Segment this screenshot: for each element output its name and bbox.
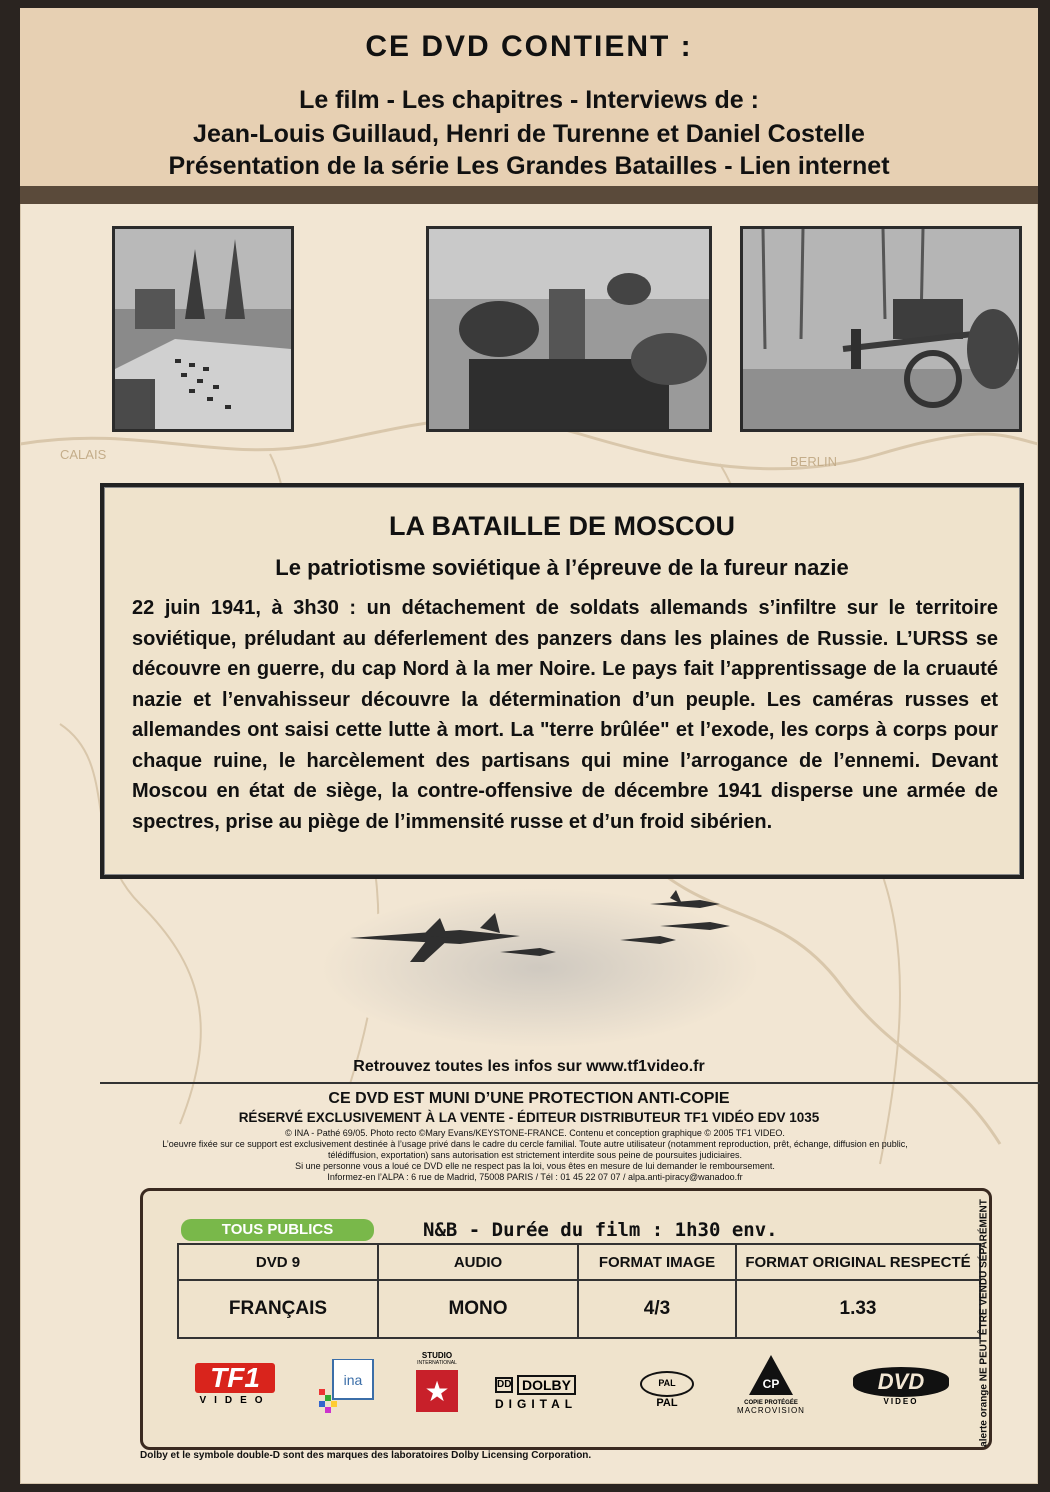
tf1-logo-sub: VIDEO	[199, 1395, 271, 1406]
spec-header-original: FORMAT ORIGINAL RESPECTÉ	[745, 1253, 971, 1271]
dvd-logo-text: DVD	[853, 1367, 949, 1397]
ina-logo-text: ina	[343, 1372, 363, 1388]
dolby-logo-sub: DIGITAL	[495, 1397, 578, 1411]
rental-line: Si une personne vous a loué ce DVD elle ne respect pas la loi, vous êtes en mesure de lui demander le remboursement.	[295, 1161, 775, 1171]
studio-international-logo	[407, 1351, 467, 1421]
film-title: LA BATAILLE DE MOSCOU	[389, 511, 735, 541]
tf1-logo-mark: TF1	[195, 1363, 275, 1393]
technical-specs-panel	[140, 1188, 992, 1450]
usage-line: L’oeuvre fixée sur ce support est exclusivement destinée à l’usage privé dans le cadre du cercle familial. Toute autre utilisateur (notamment reproduction, prêt, échange, diffusion en public, télédiffusion, exportation) sans autorisation est strictement interdite sous peine de poursuites judiciaires.	[162, 1139, 908, 1160]
header-divider	[20, 186, 1038, 204]
credits-line: © INA - Pathé 69/05. Photo recto ©Mary Evans/KEYSTONE-FRANCE. Contenu et conception graphique © 2005 TF1 VIDEO.	[285, 1128, 785, 1138]
film-subtitle: Le patriotisme soviétique à l’épreuve de la fureur nazie	[275, 555, 849, 580]
logos-row	[143, 1341, 989, 1441]
contents-line-2: Jean-Louis Guillaud, Henri de Turenne et Daniel Costelle	[193, 120, 865, 148]
spec-value-format: 4/3	[643, 1298, 671, 1319]
alpa-line: Informez-en l’ALPA : 6 rue de Madrid, 75008 PARIS / Tél : 01 45 22 07 07 / alpa.anti-piracy@wanadoo.fr	[327, 1172, 743, 1182]
dvd-logo-sub: VIDEO	[883, 1397, 919, 1406]
photo-kremlin-parade	[112, 226, 294, 432]
dolby-trademark-note: Dolby et le symbole double-D sont des marques des laboratoires Dolby Licensing Corporation.	[140, 1450, 592, 1461]
spec-value-audio: MONO	[448, 1298, 508, 1319]
duration-line: N&B - Durée du film : 1h30 env.	[423, 1219, 778, 1241]
tf1-logo	[195, 1363, 275, 1406]
copy-protected-logo	[729, 1355, 813, 1415]
spec-value-ratio: 1.33	[839, 1298, 877, 1319]
cp-logo-label: COPIE PROTÉGÉE	[744, 1400, 798, 1406]
specs-table	[177, 1243, 981, 1339]
contents-line-3: Présentation de la série Les Grandes Batailles - Lien internet	[168, 152, 890, 180]
dolby-digital-logo	[495, 1375, 599, 1411]
cp-logo-text: CP	[762, 1377, 780, 1391]
spec-value-language: FRANÇAIS	[228, 1298, 328, 1319]
studio-star-icon: ★	[416, 1370, 458, 1412]
side-note-text: alerte orange NE PEUT ÊTRE VENDU SÉPARÉMENT	[978, 1199, 990, 1447]
side-note	[976, 1198, 992, 1448]
spec-header-audio: AUDIO	[453, 1253, 503, 1271]
studio-logo-text: STUDIO	[421, 1351, 453, 1360]
spec-header-format: FORMAT IMAGE	[598, 1253, 716, 1271]
synopsis-panel	[100, 483, 1024, 879]
ina-logo	[319, 1359, 375, 1415]
dvd-back-cover	[20, 8, 1038, 1484]
legal-small-print	[150, 1128, 920, 1183]
spec-header-disc: DVD 9	[255, 1253, 301, 1271]
website-line: Retrouvez toutes les infos sur www.tf1video.fr	[353, 1058, 705, 1075]
contents-line-1: Le film - Les chapitres - Interviews de :	[299, 86, 759, 114]
publisher-notice: RÉSERVÉ EXCLUSIVEMENT À LA VENTE - ÉDITEUR DISTRIBUTEUR TF1 VIDÉO EDV 1035	[238, 1110, 820, 1125]
divider-rule	[100, 1082, 1040, 1084]
cp-logo-sub: MACROVISION	[737, 1406, 805, 1415]
dvd-video-logo	[853, 1367, 949, 1406]
map-label-berlin: BERLIN	[790, 454, 837, 469]
pal-logo-text: PAL	[656, 1397, 678, 1409]
contents-header	[20, 8, 1038, 186]
anticopy-notice: CE DVD EST MUNI D’UNE PROTECTION ANTI-COPIE	[328, 1090, 730, 1107]
studio-logo-sub: INTERNATIONAL	[417, 1360, 457, 1366]
bombers-image	[320, 878, 760, 1058]
double-d-icon: DD	[495, 1377, 513, 1393]
pal-globe-icon: PAL	[640, 1371, 694, 1397]
dolby-logo-text: DOLBY	[517, 1375, 576, 1395]
contents-title: CE DVD CONTIENT :	[365, 30, 693, 63]
synopsis-text: 22 juin 1941, à 3h30 : un détachement de soldats allemands s’infiltre sur le territoire soviétique, préludant au déferlement des panzers dans les plaines de Russie. L’URSS se découvre en guerre, du cap Nord à la mer Noire. Le pays fait l’apprentissage de la cruauté nazie et l’envahisseur découvre la détermination d’un peuple. Les caméras russes et allemandes ont saisi cette lutte à mort. La "terre brûlée" et l’exode, les corps à corps pour chaque ruine, le harcèlement des partisans qui mine l’arrogance de l’ennemi. Devant Moscou en état de siège, la contre-offensive de décembre 1941 disperse une armée de spectres, prise au piège de l’immensité russe et d’un froid sibérien.	[132, 597, 998, 833]
rating-badge: TOUS PUBLICS	[181, 1219, 374, 1241]
copy-protected-triangle-icon	[749, 1355, 793, 1395]
map-label-calais: CALAIS	[60, 447, 107, 462]
photo-soldiers	[426, 226, 712, 432]
pal-logo	[637, 1371, 697, 1409]
photo-anti-tank-gun	[740, 226, 1022, 432]
